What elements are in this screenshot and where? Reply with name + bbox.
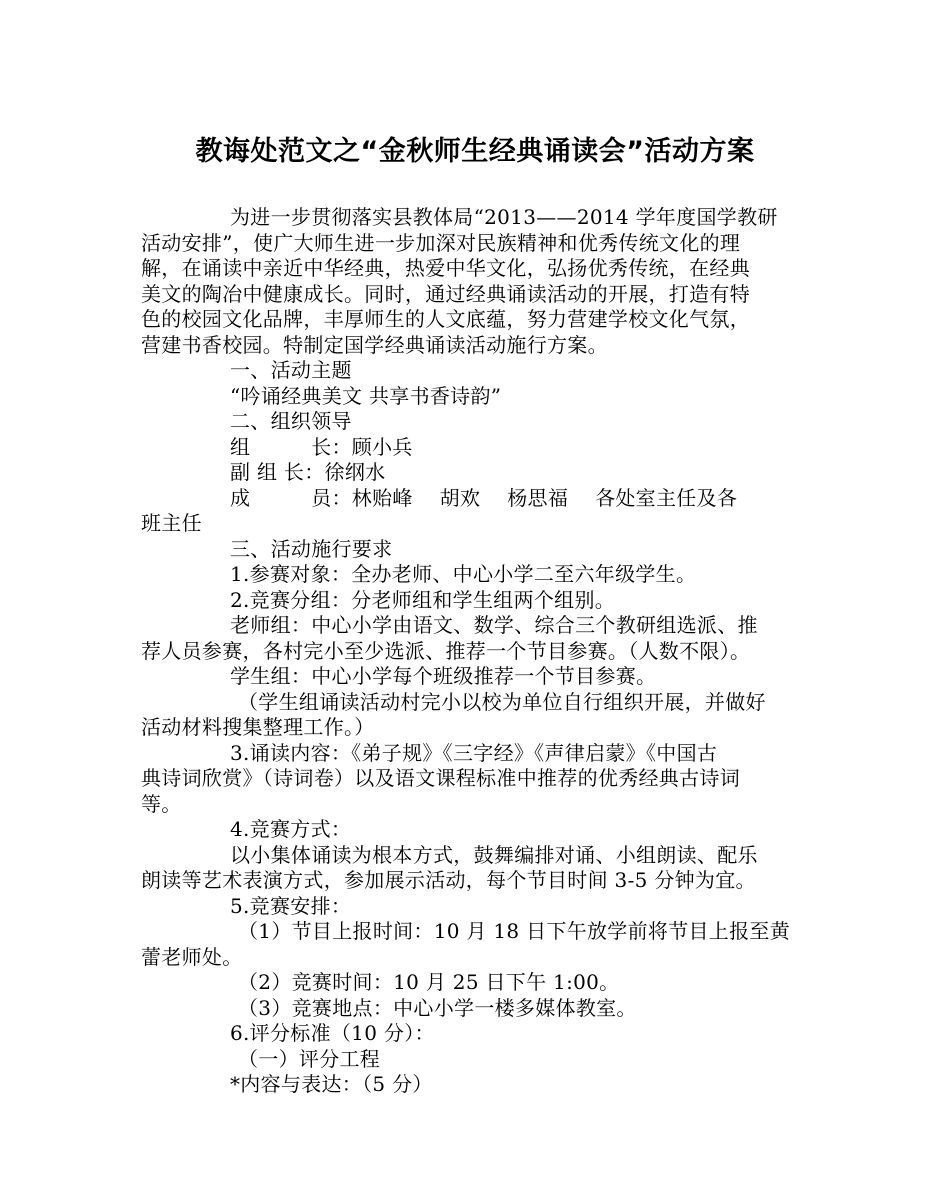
section-heading: 二、组织领导 [230,409,352,433]
paragraph-line: 等。 [141,791,182,816]
paragraph-line: 美文的陶冶中健康成长。同时，通过经典诵读活动的开展，打造有特 [141,281,750,306]
paragraph-line: （学生组诵读活动村完小以校为单位自行组织开展，并做好 [238,689,766,714]
paragraph-line: 6.评分标准（10 分）： [230,1021,435,1045]
paragraph-line: 老师组：中心小学由语文、数学、综合三个教研组选派、推 [230,613,758,637]
paragraph-line: 典诗词欣赏》（诗词卷）以及语文课程标准中推荐的优秀经典古诗词 [141,766,740,790]
paragraph-line: 5.竞赛安排： [230,893,352,918]
paragraph-line: “吟诵经典美文 共享书香诗韵” [230,383,502,408]
paragraph-line: 活动材料搜集整理工作。） [141,715,375,739]
paragraph-line: 解，在诵读中亲近中华经典，热爱中华文化，弘扬优秀传统，在经典 [141,256,750,280]
paragraph-line: 为进一步贯彻落实县教体局“2013——2014 学年度国学教研 [230,205,778,229]
paragraph-line: （2）竞赛时间：10 月 25 日下午 1:00。 [238,970,620,994]
paragraph-line: 以小集体诵读为根本方式，鼓舞编排对诵、小组朗读、配乐 [230,842,758,867]
document-body [141,205,813,1098]
paragraph-line: 1.参赛对象：全办老师、中心小学二至六年级学生。 [230,562,697,586]
paragraph-line: （1）节目上报时间：10 月 18 日下午放学前将节目上报至黄 [238,919,790,943]
paragraph-line: （一）评分工程 [238,1046,381,1071]
paragraph-line: 副 组 长：徐纲水 [230,460,386,484]
section-heading: 三、活动施行要求 [230,536,393,561]
paragraph-line: 学生组：中心小学每个班级推荐一个节目参赛。 [230,664,657,688]
paragraph-line: 蕾老师处。 [141,944,243,969]
paragraph-line: 荐人员参赛，各村完小至少选派、推荐一个节目参赛。（人数不限）。 [141,638,751,663]
paragraph-line: 2.竞赛分组：分老师组和学生组两个组别。 [230,587,616,612]
paragraph-line: 营建书香校园。特制定国学经典诵读活动施行方案。 [141,332,608,357]
paragraph-line: 组 长：顾小兵 [230,434,413,459]
paragraph-line: 班主任 [141,511,202,535]
paragraph-line: 成 员：林贻峰 胡欢 杨思福 各处室主任及各 [230,485,738,510]
paragraph-line: 3.诵读内容：《弟子规》《三字经》《声律启蒙》《中国古 [230,740,718,765]
paragraph-line: （3）竞赛地点：中心小学一楼多媒体教室。 [238,995,637,1020]
document-title: 教诲处范文之“金秋师生经典诵读会”活动方案 [195,136,755,167]
paragraph-line: *内容与表达：（5 分） [230,1072,433,1096]
paragraph-line: 朗读等艺术表演方式，参加展示活动，每个节目时间 3-5 分钟为宜。 [141,868,756,892]
paragraph-line: 活动安排”，使广大师生进一步加深对民族精神和优秀传统文化的理 [141,230,741,255]
paragraph-line: 色的校园文化品牌，丰厚师生的人文底蕴，努力营建学校文化气氛， [141,307,750,331]
paragraph-line: 4.竞赛方式： [230,817,352,841]
section-heading: 一、活动主题 [230,358,352,382]
